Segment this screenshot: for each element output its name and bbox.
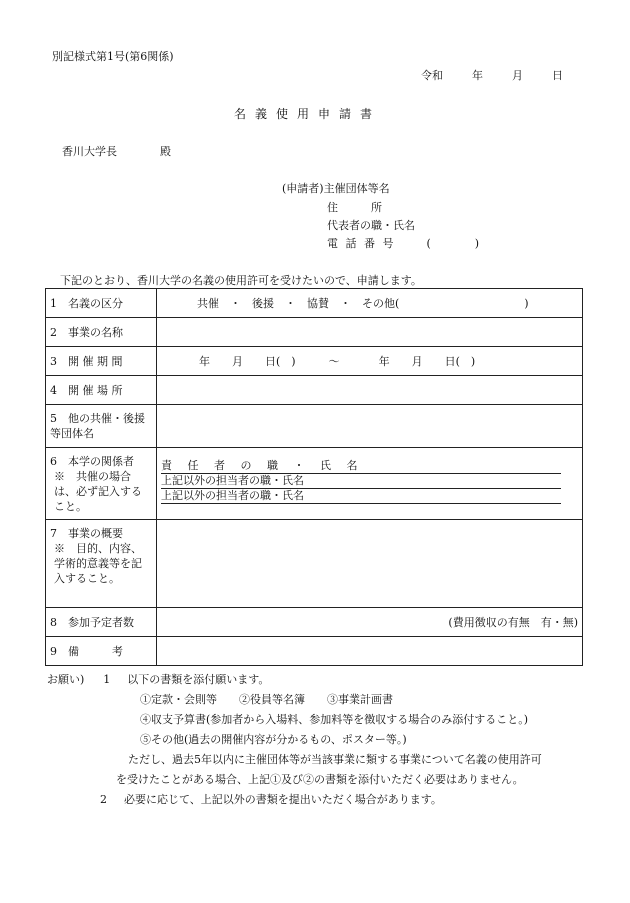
event-venue-field[interactable] [157,376,583,405]
date-line [421,67,563,83]
notes-proviso-line1: ただし、過去5年以内に主催団体等が当該事業に類する事業について名義の使用許可 [128,753,542,766]
event-name-field[interactable] [157,318,583,347]
period-to: 年 月 日( ) [378,355,476,368]
table-row [46,347,583,376]
period-tilde: ～ [328,355,340,368]
notes-item2-number: 2 [100,793,107,806]
event-period-field[interactable] [157,347,583,376]
row-label: 9 備 考 [46,637,157,666]
table-row [46,289,583,318]
applicant-org-label: (申請者)主催団体等名 [282,182,390,195]
table-row [46,520,583,608]
table-row [46,637,583,666]
notes-docs2: ④収支予算書(参加者から入場料、参加料等を徴収する場合のみ添付すること。) [140,713,529,726]
table-row [46,376,583,405]
event-overview-label [46,520,157,608]
contact-person-line: 上記以外の担当者の職・氏名 [161,474,561,489]
fee-collection-text: (費用徴収の有無 有・無) [448,616,578,629]
form-number: 別記様式第1号(第6関係) [52,50,174,63]
row-label: 8 参加予定者数 [46,608,157,637]
event-overview-field[interactable] [157,520,583,608]
intro-text: 下記のとおり、香川大学の名義の使用許可を受けたいので、申請します。 [60,274,422,287]
addressee [62,143,171,159]
addressee-honorific: 殿 [160,145,171,158]
row-label: 2 事業の名称 [46,318,157,347]
date-era: 令和 [421,69,443,82]
participants-field[interactable] [157,608,583,637]
document-title: 名義使用申請書 [234,107,382,121]
university-contact-label [46,448,157,520]
name-category-cell[interactable] [157,289,583,318]
row-label: 4 開 催 場 所 [46,376,157,405]
notes-item2 [100,790,442,810]
applicant-address-label: 住 所 [327,201,382,214]
row-label: 7 事業の概要 [50,527,123,540]
notes-item1-number: 1 [103,673,111,686]
notes-prefix: お願い) [47,673,85,686]
row-note: ※ 目的、内容、学術的意義等を記入すること。 [54,542,142,585]
applicant-rep-label: 代表者の職・氏名 [327,219,415,232]
name-category-options: 共催 ・ 後援 ・ 協賛 ・ その他( [197,297,400,310]
applicant-phone-paren: ( ) [426,237,480,250]
date-month: 月 [512,69,523,82]
period-from: 年 月 日( ) [199,355,296,368]
notes-item1-text: 以下の書類を添付願います。 [127,673,270,686]
contact-person-line: 上記以外の担当者の職・氏名 [161,489,561,504]
name-category-close: ) [524,297,529,310]
table-row [46,318,583,347]
responsible-person-line: 責 任 者 の 職 ・ 氏 名 [161,459,561,474]
remarks-field[interactable] [157,637,583,666]
date-year: 年 [472,69,483,82]
co-organizers-field[interactable] [157,405,583,448]
row-note: ※ 共催の場合は、必ず記入すること。 [54,469,142,513]
applicant-phone-label: 電 話 番 号 [327,237,396,250]
table-row [46,405,583,448]
notes-proviso-line2: を受けたことがある場合、上記①及び②の書類を添付いただく必要はありません。 [116,773,524,786]
row-label: 3 開 催 期 間 [46,347,157,376]
applicant-phone [327,235,479,251]
date-day: 日 [552,69,563,82]
addressee-name: 香川大学長 [62,145,117,158]
table-row [46,608,583,637]
notes-item2-text: 必要に応じて、上記以外の書類を提出いただく場合があります。 [124,793,442,806]
row-label: 1 名義の区分 [46,289,157,318]
university-contact-field[interactable] [157,448,583,520]
notes-docs3: ⑤その他(過去の開催内容が分かるもの、ポスター等。) [140,733,407,746]
notes-item1 [47,670,269,690]
row-label: 6 本学の関係者 [50,454,134,468]
application-table [45,288,583,666]
row-label: 5 他の共催・後援等団体名 [46,405,157,448]
notes-docs1: ①定款・会則等 ②役員等名簿 ③事業計画書 [140,693,393,706]
table-row [46,448,583,520]
